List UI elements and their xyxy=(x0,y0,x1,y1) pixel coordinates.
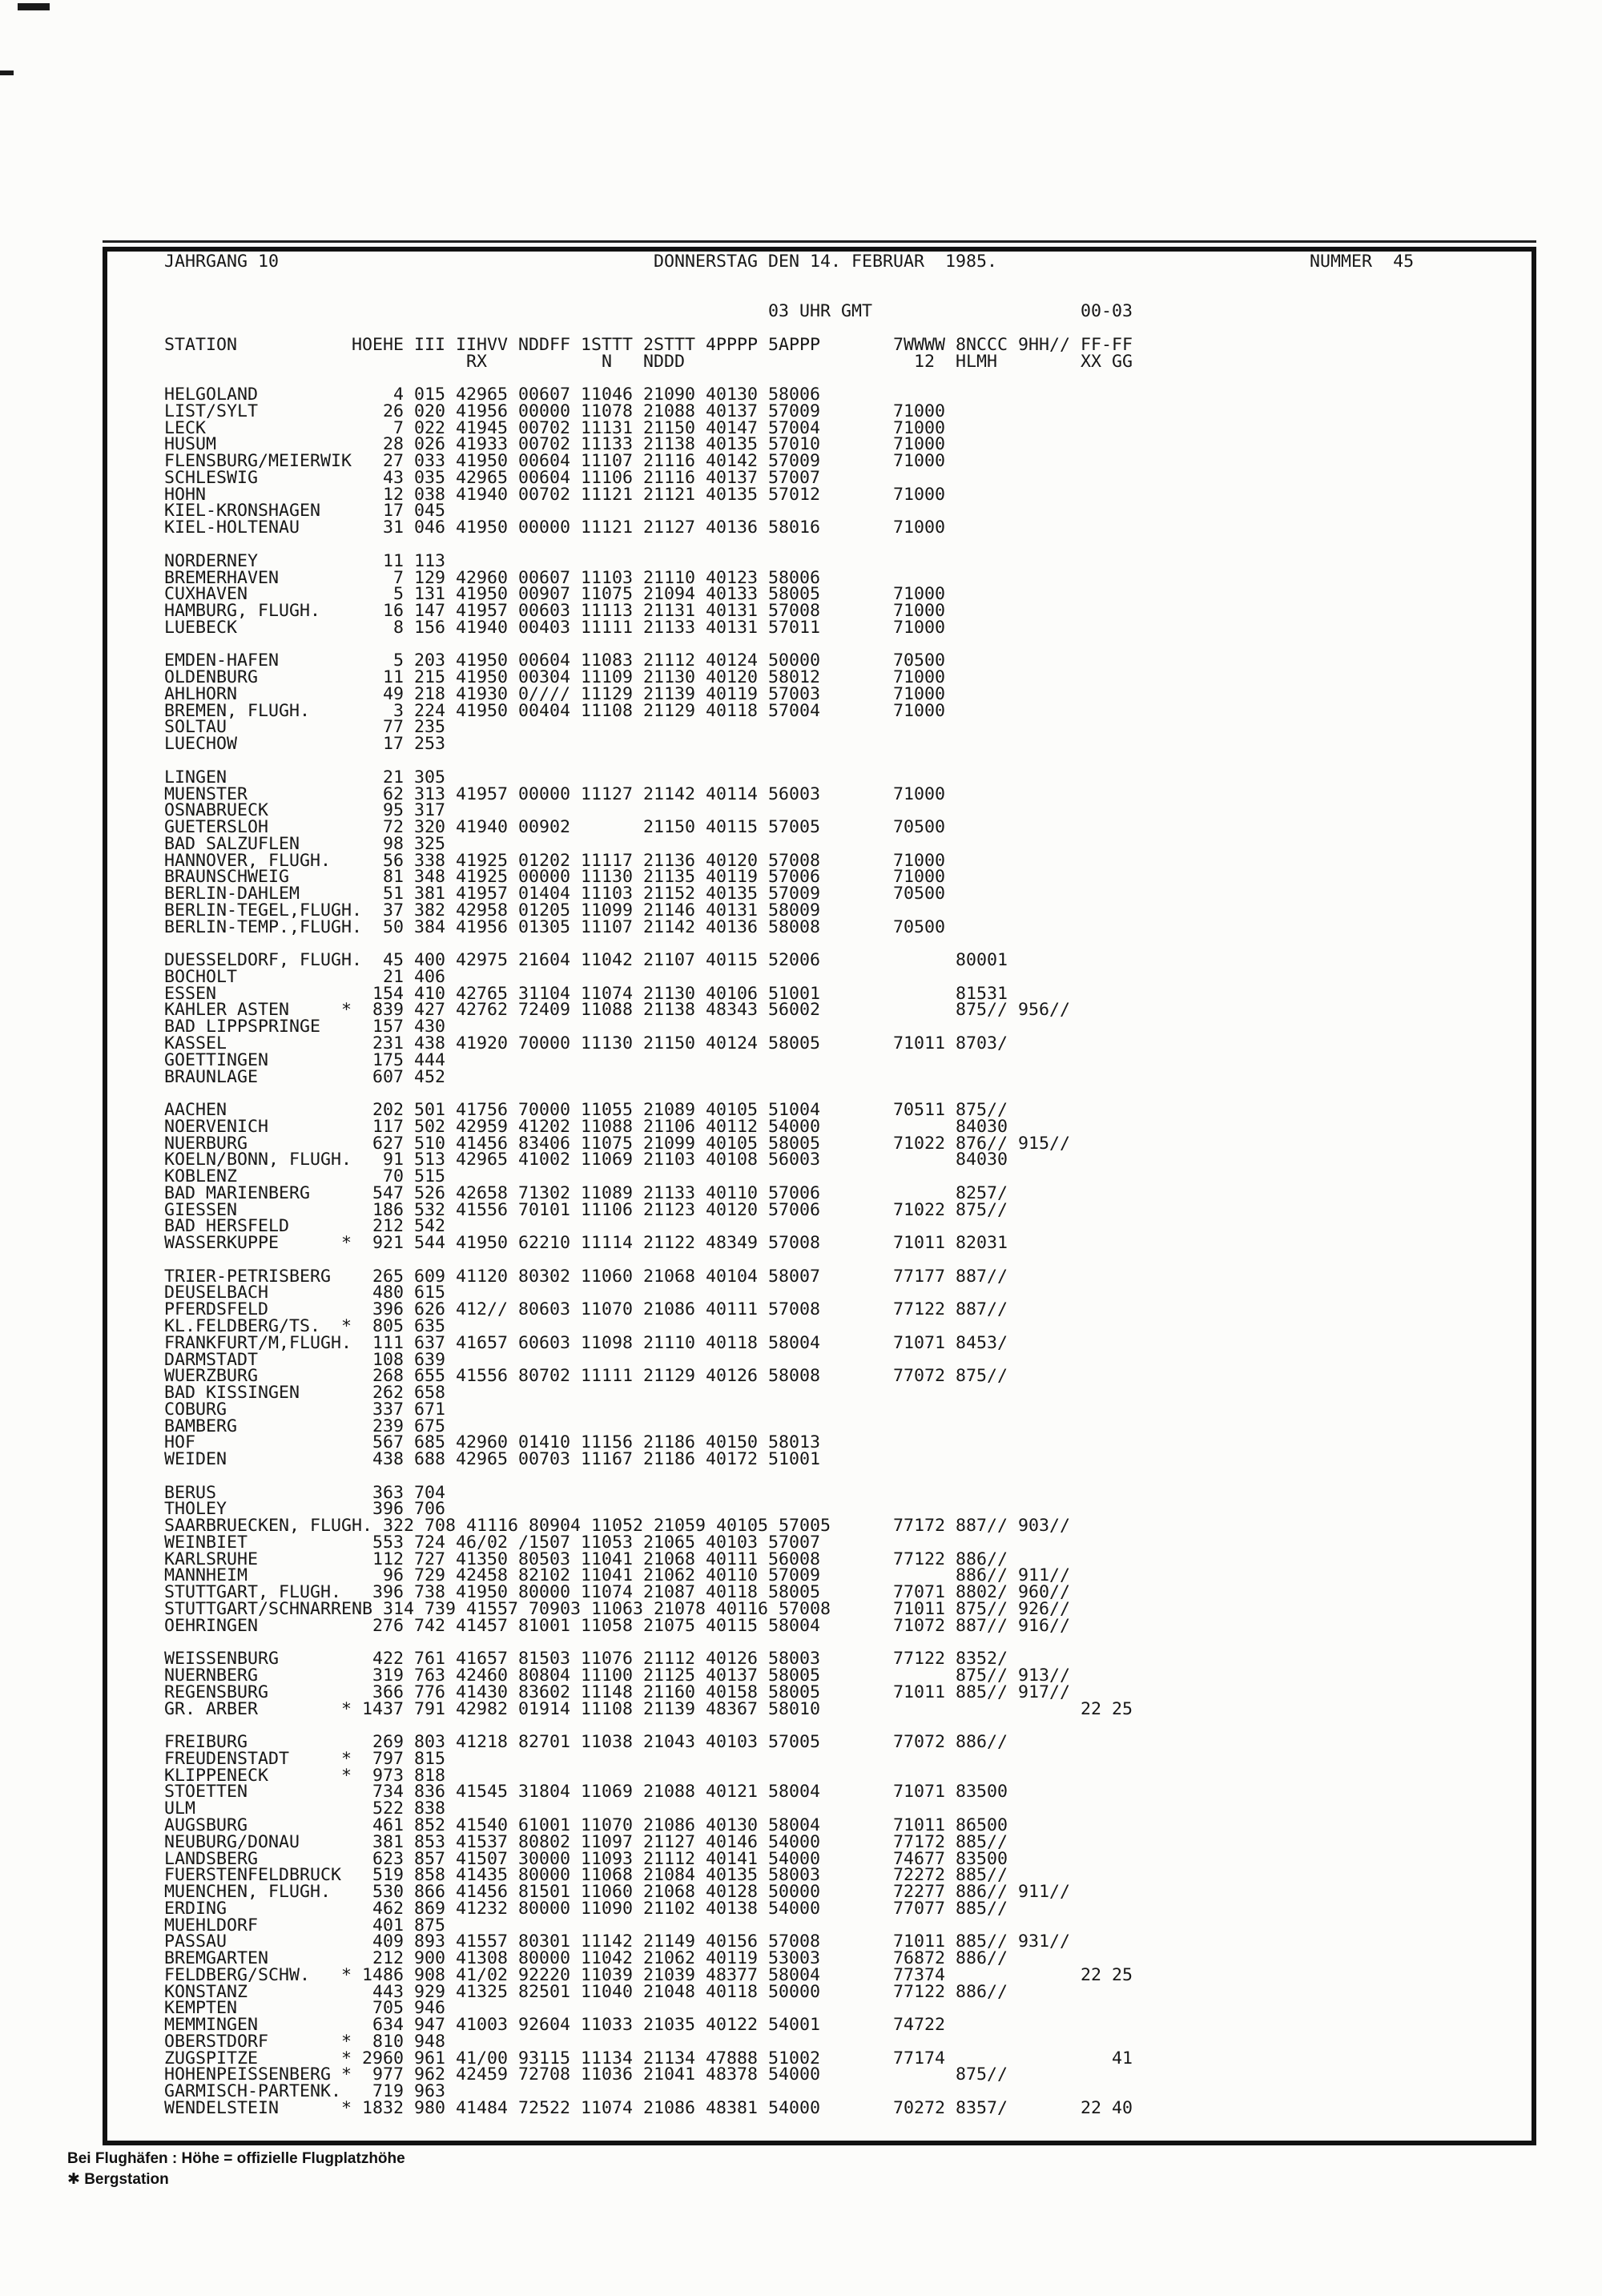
station-row: MANNHEIM 96 729 42458 82102 11041 21062 40110 57009 886// 911// xyxy=(164,1565,1071,1586)
station-row: LUECHOW 17 253 xyxy=(164,734,446,755)
station-row: GIESSEN 186 532 41556 70101 11106 21123 40120 57006 71022 875// xyxy=(164,1199,1008,1220)
station-row: GOETTINGEN 175 444 xyxy=(164,1049,446,1070)
station-row: KL.FELDBERG/TS. * 805 635 xyxy=(164,1316,446,1336)
station-row: BERUS 363 704 xyxy=(164,1482,446,1503)
station-row: OEHRINGEN 276 742 41457 81001 11058 21075 40115 58004 71072 887// 916// xyxy=(164,1615,1071,1636)
station-row: DEUSELBACH 480 615 xyxy=(164,1283,446,1303)
column-header-1: STATION HOEHE III IIHVV NDDFF 1STTT 2STTT 4PPPP 5APPP 7WWWW 8NCCC 9HH// FF-FF xyxy=(164,334,1133,355)
station-row: COBURG 337 671 xyxy=(164,1399,446,1420)
station-row: BERLIN-TEGEL,FLUGH. 37 382 42958 01205 11099 21146 40131 58009 xyxy=(164,900,821,920)
station-row: ZUGSPITZE * 2960 961 41/00 93115 11134 21134 47888 51002 77174 41 xyxy=(164,2048,1133,2068)
station-row: LUEBECK 8 156 41940 00403 11111 21133 40131 57011 71000 xyxy=(164,617,946,638)
station-row: BERLIN-TEMP.,FLUGH. 50 384 41956 01305 11107 21142 40136 58008 70500 xyxy=(164,916,946,937)
station-row: FREUDENSTADT * 797 815 xyxy=(164,1748,446,1769)
station-row: OSNABRUECK 95 317 xyxy=(164,800,446,821)
station-row: AACHEN 202 501 41756 70000 11055 21089 40105 51004 70511 875// xyxy=(164,1100,1008,1121)
station-row: LANDSBERG 623 857 41507 30000 11093 21112 40141 54000 74677 83500 xyxy=(164,1848,1008,1869)
station-row: LECK 7 022 41945 00702 11131 21150 40147 57004 71000 xyxy=(164,417,946,438)
station-row: STUTTGART/SCHNARRENB 314 739 41557 70903 11063 21078 40116 57008 71011 875// 926// xyxy=(164,1599,1071,1620)
station-row: BREMEN, FLUGH. 3 224 41950 00404 11108 21129 40118 57004 71000 xyxy=(164,700,946,721)
station-row: PASSAU 409 893 41557 80301 11142 21149 40156 57008 71011 885// 931// xyxy=(164,1931,1071,1952)
time-line: 03 UHR GMT 00-03 xyxy=(164,301,1133,322)
station-row: PFERDSFELD 396 626 412// 80603 11070 21086 40111 57008 77122 887// xyxy=(164,1299,1008,1320)
station-row: WEINBIET 553 724 46/02 /1507 11053 21065 40103 57007 xyxy=(164,1532,821,1553)
station-row: MUENCHEN, FLUGH. 530 866 41456 81501 11060 21068 40128 50000 72277 886// 911// xyxy=(164,1882,1071,1903)
station-row: LINGEN 21 305 xyxy=(164,767,446,787)
station-row: WEIDEN 438 688 42965 00703 11167 21186 40172 51001 xyxy=(164,1449,821,1470)
table-frame-echo xyxy=(103,240,1536,243)
station-row: BAD KISSINGEN 262 658 xyxy=(164,1383,446,1404)
station-row: MUEHLDORF 401 875 xyxy=(164,1915,446,1935)
station-row: GR. ARBER * 1437 791 42982 01914 11108 21139 48367 58010 22 25 xyxy=(164,1698,1133,1719)
station-row: AUGSBURG 461 852 41540 61001 11070 21086 40130 58004 71011 86500 xyxy=(164,1815,1008,1835)
masthead-line: JAHRGANG 10 DONNERSTAG DEN 14. FEBRUAR 1985. NUMMER 45 xyxy=(164,252,1415,272)
station-row: BAD LIPPSPRINGE 157 430 xyxy=(164,1017,446,1037)
station-row: KOBLENZ 70 515 xyxy=(164,1166,446,1187)
station-row: MEMMINGEN 634 947 41003 92604 11033 21035 40122 54001 74722 xyxy=(164,2015,946,2036)
station-row: HELGOLAND 4 015 42965 00607 11046 21090 40130 58006 xyxy=(164,385,821,405)
station-row: WENDELSTEIN * 1832 980 41484 72522 11074 21086 48381 54000 70272 8357/ 22 40 xyxy=(164,2097,1133,2118)
station-row: TRIER-PETRISBERG 265 609 41120 80302 11060 21068 40104 58007 77177 887// xyxy=(164,1266,1008,1287)
station-row: NOERVENICH 117 502 42959 41202 11088 21106 40112 54000 84030 xyxy=(164,1116,1008,1137)
bergstation-star-icon: ✱ xyxy=(67,2171,80,2188)
station-row: BREMERHAVEN 7 129 42960 00607 11103 21110 40123 58006 xyxy=(164,567,821,588)
station-row: KIEL-HOLTENAU 31 046 41950 00000 11121 21127 40136 58016 71000 xyxy=(164,518,946,538)
weather-observation-table xyxy=(164,254,1414,2117)
station-row: FELDBERG/SCHW. * 1486 908 41/02 92220 11039 21039 48377 58004 77374 22 25 xyxy=(164,1964,1133,1985)
station-row: HUSUM 28 026 41933 00702 11133 21138 40135 57010 71000 xyxy=(164,434,946,455)
station-row: GUETERSLOH 72 320 41940 00902 21150 40115 57005 70500 xyxy=(164,817,946,838)
station-row: THOLEY 396 706 xyxy=(164,1499,446,1520)
footnote-line-2: ✱ Bergstation xyxy=(67,2171,169,2188)
footnote-line-1: Bei Flughäfen : Höhe = offizielle Flugplatzhöhe xyxy=(67,2150,405,2167)
station-row: HOF 567 685 42960 01410 11156 21186 40150 58013 xyxy=(164,1432,821,1453)
station-row: ESSEN 154 410 42765 31104 11074 21130 40106 51001 81531 xyxy=(164,983,1008,1004)
station-row: KIEL-KRONSHAGEN 17 045 xyxy=(164,501,446,522)
station-row: ERDING 462 869 41232 80000 11090 21102 40138 54000 77077 885// xyxy=(164,1898,1008,1919)
station-row: DUESSELDORF, FLUGH. 45 400 42975 21604 11042 21107 40115 52006 80001 xyxy=(164,950,1008,971)
station-row: NUERNBERG 319 763 42460 80804 11100 21125 40137 58005 875// 913// xyxy=(164,1666,1071,1686)
station-row: BRAUNSCHWEIG 81 348 41925 00000 11130 21135 40119 57006 71000 xyxy=(164,867,946,888)
station-row: BAD MARIENBERG 547 526 42658 71302 11089 21133 40110 57006 8257/ xyxy=(164,1182,1008,1203)
station-row: FRANKFURT/M,FLUGH. 111 637 41657 60603 11098 21110 40118 58004 71071 8453/ xyxy=(164,1332,1008,1353)
station-row: ULM 522 838 xyxy=(164,1799,446,1819)
station-row: SAARBRUECKEN, FLUGH. 322 708 41116 80904 11052 21059 40105 57005 77172 887// 903// xyxy=(164,1516,1071,1537)
station-row: KASSEL 231 438 41920 70000 11130 21150 40124 58005 71011 8703/ xyxy=(164,1033,1008,1053)
station-row: KLIPPENECK * 973 818 xyxy=(164,1765,446,1786)
station-row: WASSERKUPPE * 921 544 41950 62210 11114 21122 48349 57008 71011 82031 xyxy=(164,1233,1008,1254)
station-row: WUERZBURG 268 655 41556 80702 11111 21129 40126 58008 77072 875// xyxy=(164,1366,1008,1387)
station-row: HOHENPEISSENBERG * 977 962 42459 72708 11036 21041 48378 54000 875// xyxy=(164,2064,1008,2085)
scan-artifact-mark xyxy=(18,3,50,10)
station-row: NUERBURG 627 510 41456 83406 11075 21099 40105 58005 71022 876// 915// xyxy=(164,1133,1071,1154)
station-row: BAMBERG 239 675 xyxy=(164,1416,446,1436)
station-row: OBERSTDORF * 810 948 xyxy=(164,2031,446,2052)
station-row: HANNOVER, FLUGH. 56 338 41925 01202 11117 21136 40120 57008 71000 xyxy=(164,850,946,871)
station-row: GARMISCH-PARTENK. 719 963 xyxy=(164,2081,446,2102)
station-row: REGENSBURG 366 776 41430 83602 11148 21160 40158 58005 71011 885// 917// xyxy=(164,1682,1071,1702)
station-row: KARLSRUHE 112 727 41350 80503 11041 21068 40111 56008 77122 886// xyxy=(164,1549,1008,1569)
station-row: BREMGARTEN 212 900 41308 80000 11042 21062 40119 53003 76872 886// xyxy=(164,1948,1008,1969)
station-row: STOETTEN 734 836 41545 31804 11069 21088 40121 58004 71071 83500 xyxy=(164,1782,1008,1803)
station-row: STUTTGART, FLUGH. 396 738 41950 80000 11074 21087 40118 58005 77071 8802/ 960// xyxy=(164,1582,1071,1603)
station-row: EMDEN-HAFEN 5 203 41950 00604 11083 21112 40124 50000 70500 xyxy=(164,651,946,671)
column-header-2: RX N NDDD 12 HLMH XX GG xyxy=(164,351,1133,372)
station-row: KAHLER ASTEN * 839 427 42762 72409 11088 21138 48343 56002 875// 956// xyxy=(164,1000,1071,1021)
station-row: FREIBURG 269 803 41218 82701 11038 21043 40103 57005 77072 886// xyxy=(164,1732,1008,1753)
scan-artifact-mark xyxy=(0,70,14,75)
station-row: KEMPTEN 705 946 xyxy=(164,1998,446,2019)
station-row: HAMBURG, FLUGH. 16 147 41957 00603 11113 21131 40131 57008 71000 xyxy=(164,601,946,622)
station-row: HOHN 12 038 41940 00702 11121 21121 40135 57012 71000 xyxy=(164,484,946,505)
station-row: SCHLESWIG 43 035 42965 00604 11106 21116 40137 57007 xyxy=(164,467,821,488)
station-row: OLDENBURG 11 215 41950 00304 11109 21130 40120 58012 71000 xyxy=(164,667,946,688)
station-row: FLENSBURG/MEIERWIK 27 033 41950 00604 11107 21116 40142 57009 71000 xyxy=(164,451,946,472)
station-row: WEISSENBURG 422 761 41657 81503 11076 21112 40126 58003 77122 8352/ xyxy=(164,1649,1008,1670)
station-row: KOELN/BONN, FLUGH. 91 513 42965 41002 11069 21103 40108 56003 84030 xyxy=(164,1150,1008,1170)
station-row: CUXHAVEN 5 131 41950 00907 11075 21094 40133 58005 71000 xyxy=(164,584,946,605)
station-row: KONSTANZ 443 929 41325 82501 11040 21048 40118 50000 77122 886// xyxy=(164,1981,1008,2002)
station-row: DARMSTADT 108 639 xyxy=(164,1349,446,1370)
footnote xyxy=(67,2149,405,2190)
station-row: SOLTAU 77 235 xyxy=(164,717,446,738)
station-row: BOCHOLT 21 406 xyxy=(164,966,446,987)
station-row: NORDERNEY 11 113 xyxy=(164,550,446,571)
station-row: MUENSTER 62 313 41957 00000 11127 21142 40114 56003 71000 xyxy=(164,783,946,804)
station-row: BRAUNLAGE 607 452 xyxy=(164,1066,446,1087)
station-row: BERLIN-DAHLEM 51 381 41957 01404 11103 21152 40135 57009 70500 xyxy=(164,884,946,904)
spacer-line xyxy=(164,271,1414,288)
station-row: NEUBURG/DONAU 381 853 41537 80802 11097 21127 40146 54000 77172 885// xyxy=(164,1831,1008,1852)
station-row: AHLHORN 49 218 41930 0//// 11129 21139 40119 57003 71000 xyxy=(164,683,946,704)
station-row: FUERSTENFELDBRUCK 519 858 41435 80000 11068 21084 40135 58003 72272 885// xyxy=(164,1865,1008,1886)
station-row: BAD HERSFELD 212 542 xyxy=(164,1216,446,1237)
station-row: BAD SALZUFLEN 98 325 xyxy=(164,833,446,854)
station-row: LIST/SYLT 26 020 41956 00000 11078 21088 40137 57009 71000 xyxy=(164,401,946,421)
